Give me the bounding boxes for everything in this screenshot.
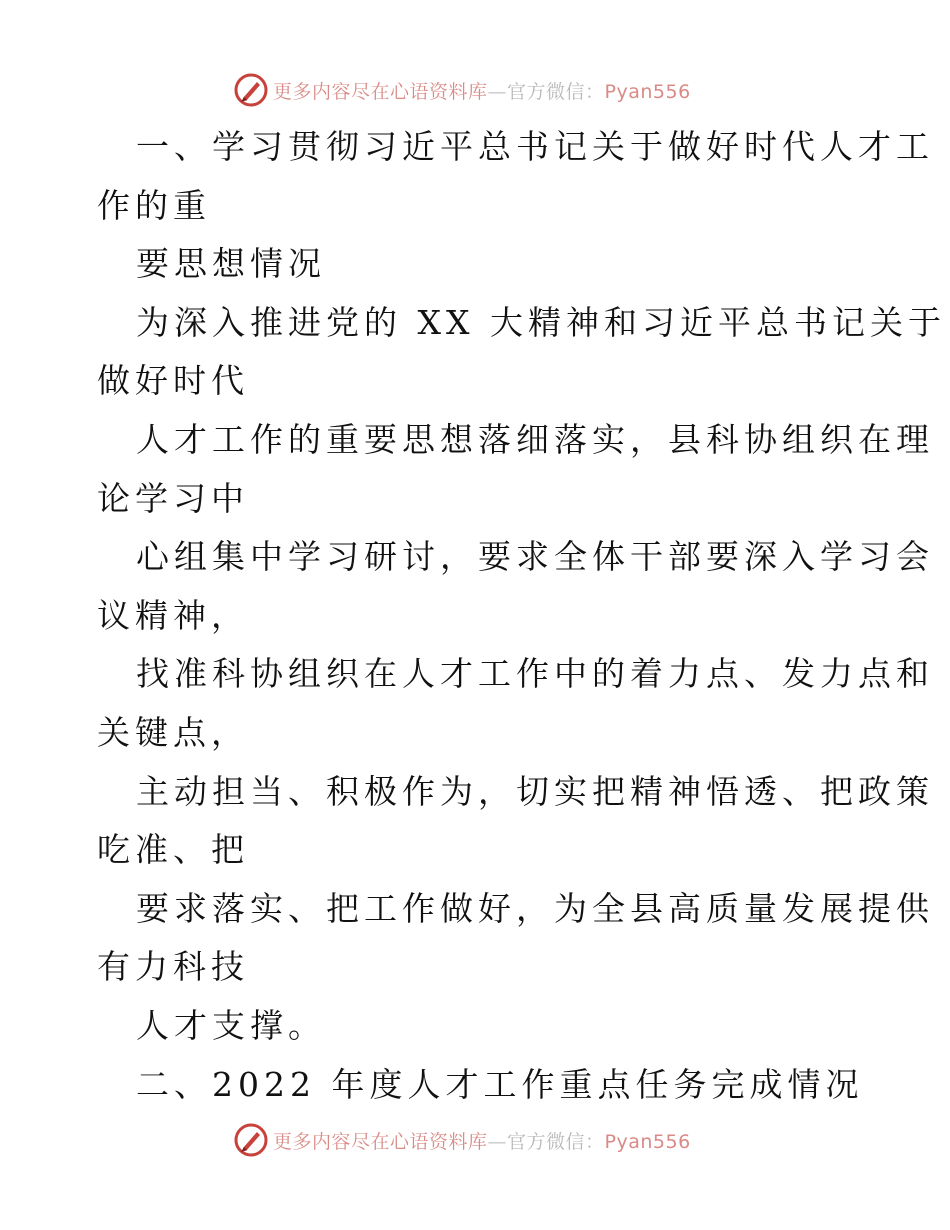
pen-logo-icon <box>233 72 269 108</box>
text-line: 人才支撑。 <box>136 1005 326 1045</box>
watermark-footer <box>233 1120 691 1160</box>
text-line: 主动担当、积极作为，切实把精神悟透、把政策 <box>136 771 934 811</box>
text-line: 心组集中学习研讨，要求全体干部要深入学习会 <box>136 537 934 577</box>
text-line: 要求落实、把工作做好，为全县高质量发展提供 <box>136 888 934 928</box>
document-body <box>97 118 946 1114</box>
text-line: 做好时代 <box>97 361 249 401</box>
text-line: 关键点， <box>97 712 249 752</box>
text-line: 议精神， <box>97 595 249 635</box>
text-line: 为深入推进党的 XX 大精神和习近平总书记关于 <box>136 302 946 342</box>
text-line: 人才工作的重要思想落细落实，县科协组织在理 <box>136 419 934 459</box>
text-line: 论学习中 <box>97 478 249 518</box>
text-line: 要思想情况 <box>136 244 326 284</box>
pen-logo-icon <box>233 1122 269 1158</box>
heading-line: 一、学习贯彻习近平总书记关于做好时代人才工 <box>136 127 934 166</box>
text-line: 作的重 <box>97 185 211 225</box>
watermark-header <box>233 70 691 110</box>
text-line: 有力科技 <box>97 947 249 987</box>
text-line: 吃准、把 <box>97 830 249 870</box>
heading-line: 二、2022 年度人才工作重点任务完成情况 <box>136 1064 864 1104</box>
watermark-text: 更多内容尽在心语资料库—官方微信：Pyan556 <box>273 1130 691 1153</box>
watermark-text: 更多内容尽在心语资料库—官方微信：Pyan556 <box>273 80 691 103</box>
text-line: 找准科协组织在人才工作中的着力点、发力点和 <box>136 654 934 694</box>
